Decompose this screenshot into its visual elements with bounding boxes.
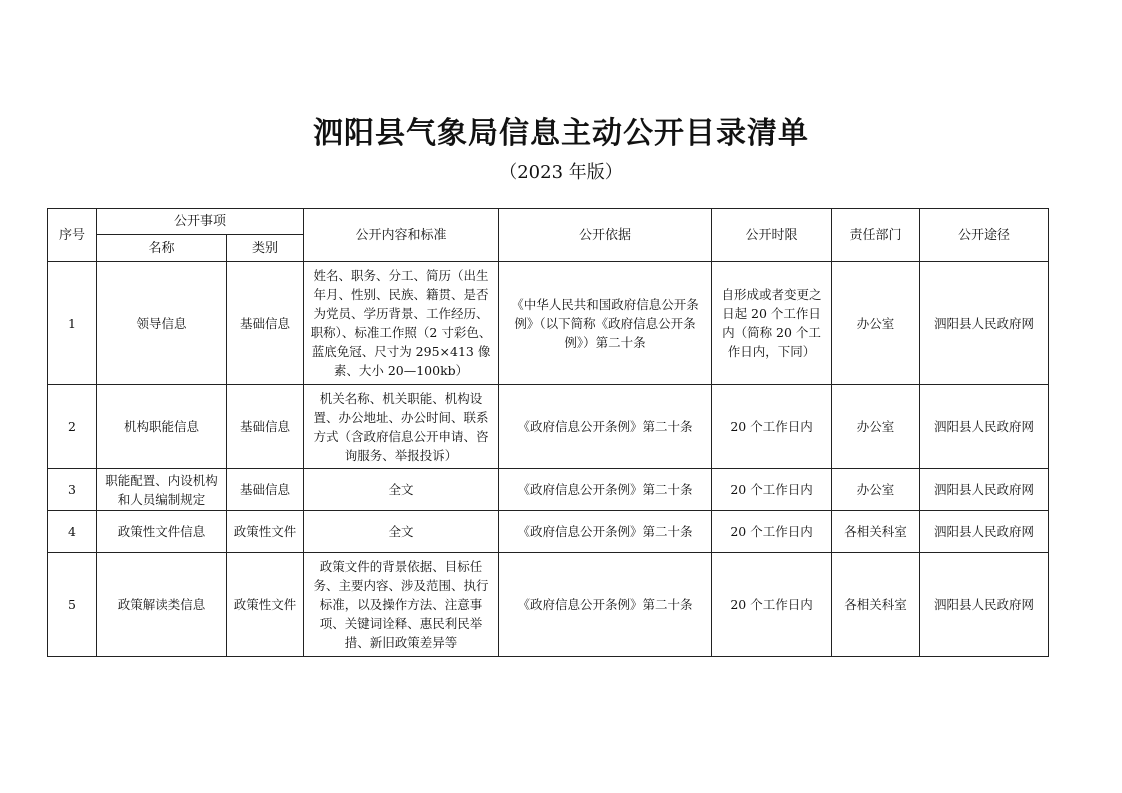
table-row (48, 469, 1049, 511)
cell-type: 政策性文件 (227, 553, 304, 657)
header-content: 公开内容和标准 (304, 209, 499, 262)
document-title: 泗阳县气象局信息主动公开目录清单 (313, 116, 809, 151)
cell-channel: 泗阳县人民政府网 (920, 262, 1049, 385)
cell-seq: 3 (48, 469, 97, 511)
cell-name: 职能配置、内设机构和人员编制规定 (97, 469, 227, 511)
cell-channel: 泗阳县人民政府网 (920, 385, 1049, 469)
header-time-limit: 公开时限 (712, 209, 832, 262)
header-item-type: 类别 (227, 235, 304, 262)
cell-basis: 《政府信息公开条例》第二十条 (499, 553, 712, 657)
cell-content: 政策文件的背景依据、目标任务、主要内容、涉及范围、执行标准，以及操作方法、注意事项、关键词诠释、惠民利民举措、新旧政策差异等 (304, 553, 499, 657)
cell-time-limit: 自形成或者变更之日起 20 个工作日内（简称 20 个工作日内，下同） (712, 262, 832, 385)
cell-type: 基础信息 (227, 385, 304, 469)
cell-department: 各相关科室 (832, 511, 920, 553)
cell-department: 办公室 (832, 385, 920, 469)
cell-basis: 《政府信息公开条例》第二十条 (499, 469, 712, 511)
document-subtitle: （2023 年版） (499, 162, 623, 183)
cell-content: 姓名、职务、分工、简历（出生年月、性别、民族、籍贯、是否为党员、学历背景、工作经历、职称）、标准工作照（2 寸彩色、蓝底免冠、尺寸为 295×413 像素、大小 20—100kb） (304, 262, 499, 385)
cell-department: 办公室 (832, 262, 920, 385)
cell-type: 基础信息 (227, 469, 304, 511)
cell-name: 政策解读类信息 (97, 553, 227, 657)
cell-content: 全文 (304, 469, 499, 511)
cell-department: 各相关科室 (832, 553, 920, 657)
cell-seq: 2 (48, 385, 97, 469)
disclosure-catalog-table (47, 208, 1049, 657)
table-row (48, 511, 1049, 553)
cell-name: 领导信息 (97, 262, 227, 385)
header-channel: 公开途径 (920, 209, 1049, 262)
header-department: 责任部门 (832, 209, 920, 262)
header-basis: 公开依据 (499, 209, 712, 262)
cell-basis: 《政府信息公开条例》第二十条 (499, 511, 712, 553)
cell-time-limit: 20 个工作日内 (712, 511, 832, 553)
cell-time-limit: 20 个工作日内 (712, 469, 832, 511)
cell-content: 机关名称、机关职能、机构设置、办公地址、办公时间、联系方式（含政府信息公开申请、咨询服务、举报投诉） (304, 385, 499, 469)
cell-channel: 泗阳县人民政府网 (920, 469, 1049, 511)
cell-content: 全文 (304, 511, 499, 553)
table-row (48, 262, 1049, 385)
cell-time-limit: 20 个工作日内 (712, 385, 832, 469)
cell-basis: 《政府信息公开条例》第二十条 (499, 385, 712, 469)
cell-seq: 4 (48, 511, 97, 553)
cell-basis: 《中华人民共和国政府信息公开条例》（以下简称《政府信息公开条例》）第二十条 (499, 262, 712, 385)
cell-type: 政策性文件 (227, 511, 304, 553)
cell-type: 基础信息 (227, 262, 304, 385)
header-seq: 序号 (48, 209, 97, 262)
cell-time-limit: 20 个工作日内 (712, 553, 832, 657)
cell-name: 政策性文件信息 (97, 511, 227, 553)
header-item-name: 名称 (97, 235, 227, 262)
cell-name: 机构职能信息 (97, 385, 227, 469)
cell-channel: 泗阳县人民政府网 (920, 511, 1049, 553)
cell-department: 办公室 (832, 469, 920, 511)
table-row (48, 385, 1049, 469)
header-item-group: 公开事项 (97, 209, 304, 235)
cell-seq: 5 (48, 553, 97, 657)
table-row (48, 553, 1049, 657)
cell-channel: 泗阳县人民政府网 (920, 553, 1049, 657)
cell-seq: 1 (48, 262, 97, 385)
